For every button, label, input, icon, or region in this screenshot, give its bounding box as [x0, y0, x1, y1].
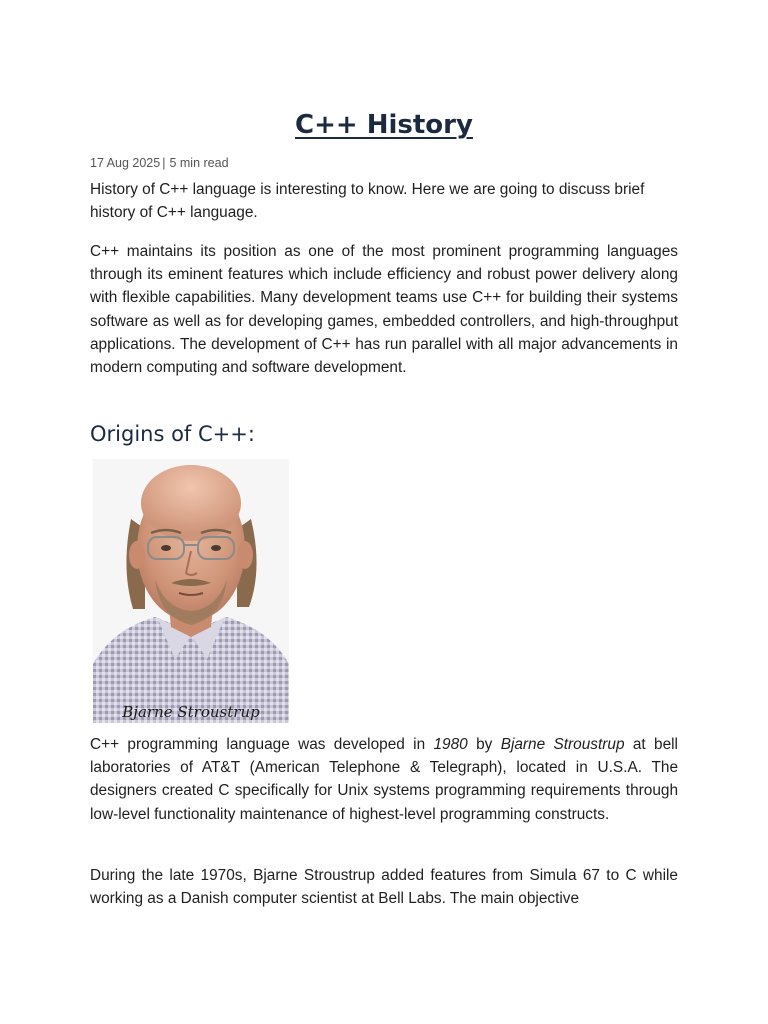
portrait-image [93, 459, 289, 723]
section-heading-origins: Origins of C++: [90, 422, 255, 446]
intro-paragraph: History of C++ language is interesting to know. Here we are going to discuss brief history of C++ language. [90, 181, 645, 222]
read-time: 5 min read [169, 156, 229, 170]
meta-separator: | [162, 156, 166, 170]
publish-date: 17 Aug 2025 [90, 156, 161, 170]
origins-person: Bjarne Stroustrup [500, 736, 625, 753]
article-meta [90, 154, 229, 172]
portrait-caption: Bjarne Stroustrup [122, 703, 260, 721]
late-1970s-paragraph: During the late 1970s, Bjarne Stroustrup added features from Simula 67 to C while working as a Danish computer scientist at Bell Labs. The main objective [90, 867, 678, 908]
origins-text-1: C++ programming language was developed in [90, 736, 434, 753]
origins-paragraph [90, 733, 678, 826]
origins-text-3: at bell laboratories of AT&T (American Telephone & Telegraph), located in U.S.A. The designers created C specifically for Unix systems programming requirements through low-level functionality maintenance of highest-level programming constructs. [90, 736, 678, 823]
origins-year: 1980 [433, 736, 468, 753]
overview-paragraph: C++ maintains its position as one of the most prominent programming languages through its eminent features which include efficiency and robust power delivery along with flexible capabilities. Many development teams use C++ for building their systems software as well as for developing games, embedded controllers, and high-throughput applications. The development of C++ has run parallel with all major advancements in modern computing and software development. [90, 243, 678, 377]
portrait-illustration [93, 459, 289, 723]
origins-text-2: by [467, 736, 501, 753]
article-title: C++ History [295, 110, 473, 140]
